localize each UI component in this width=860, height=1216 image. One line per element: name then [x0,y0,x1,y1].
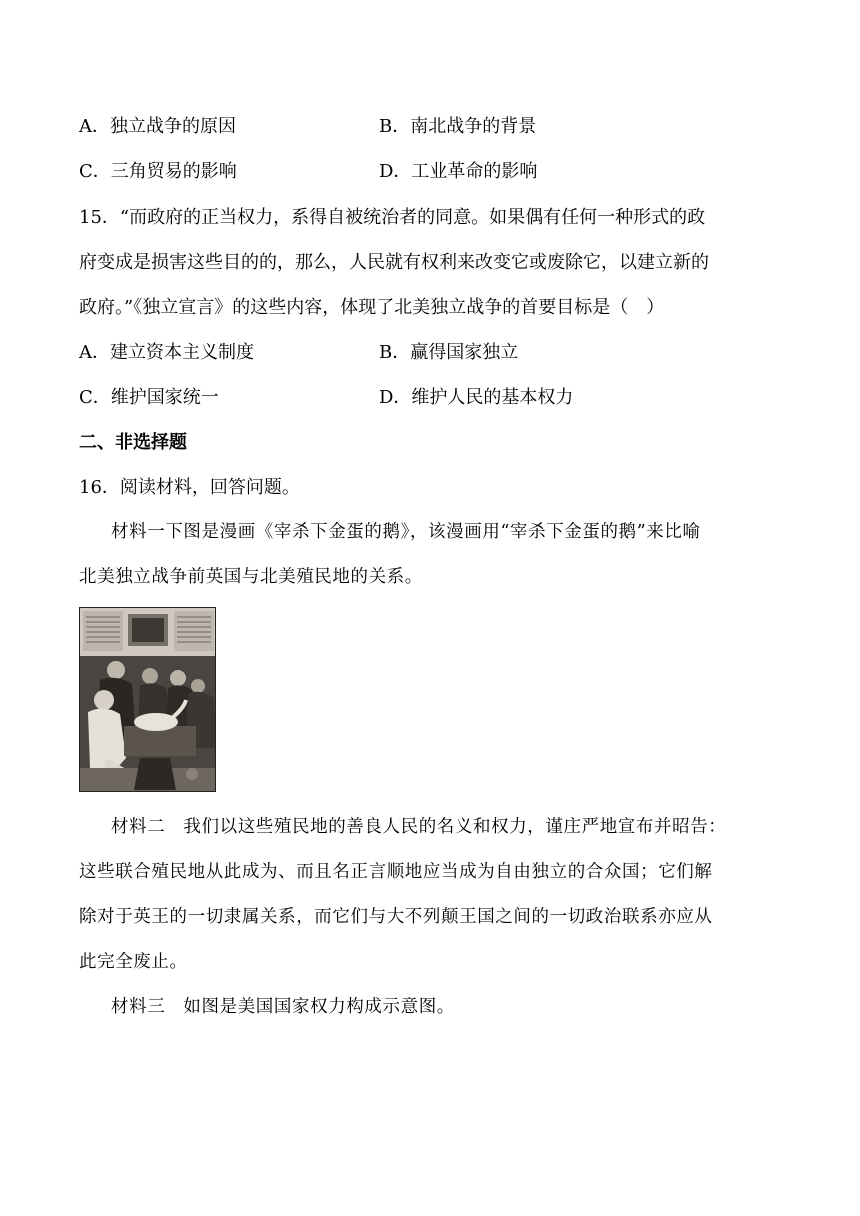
q14-option-a[interactable]: A．独立战争的原因 [79,116,236,137]
cartoon-illustration [80,608,216,792]
q15-option-a[interactable]: A．建立资本主义制度 [79,342,254,363]
q14-option-c[interactable]: C．三角贸易的影响 [79,161,237,182]
section-heading: 二、非选择题 [79,432,187,453]
cartoon-image [79,607,216,792]
q15-stem-line-1: 15．“而政府的正当权力，系得自被统治者的同意。如果偶有任何一种形式的政 [79,207,706,228]
material2-line-2: 这些联合殖民地从此成为、而且名正言顺地应当成为自由独立的合众国；它们解 [79,862,713,882]
q15-option-b[interactable]: B．赢得国家独立 [379,342,519,363]
q16-stem: 16．阅读材料，回答问题。 [79,477,300,498]
material2-line-1: 材料二 我们以这些殖民地的善良人民的名义和权力，谨庄严地宣布并昭告： [111,817,727,837]
material3-line: 材料三 如图是美国国家权力构成示意图。 [111,997,455,1017]
material1-line-2: 北美独立战争前英国与北美殖民地的关系。 [79,567,423,587]
q15-option-c[interactable]: C．维护国家统一 [79,387,219,408]
q15-stem-line-3: 政府。”《独立宣言》的这些内容，体现了北美独立战争的首要目标是（ ） [79,297,665,318]
q14-option-d[interactable]: D．工业革命的影响 [379,161,538,182]
q15-stem-line-2: 府变成是损害这些目的的，那么，人民就有权利来改变它或废除它，以建立新的 [79,252,709,273]
q15-option-d[interactable]: D．维护人民的基本权力 [379,387,574,408]
material2-line-3: 除对于英王的一切隶属关系，而它们与大不列颠王国之间的一切政治联系亦应从 [79,907,713,927]
material2-line-4: 此完全废止。 [79,952,188,972]
material1-line-1: 材料一下图是漫画《宰杀下金蛋的鹅》，该漫画用“宰杀下金蛋的鹅”来比喻 [111,522,701,542]
q14-option-b[interactable]: B．南北战争的背景 [379,116,537,137]
